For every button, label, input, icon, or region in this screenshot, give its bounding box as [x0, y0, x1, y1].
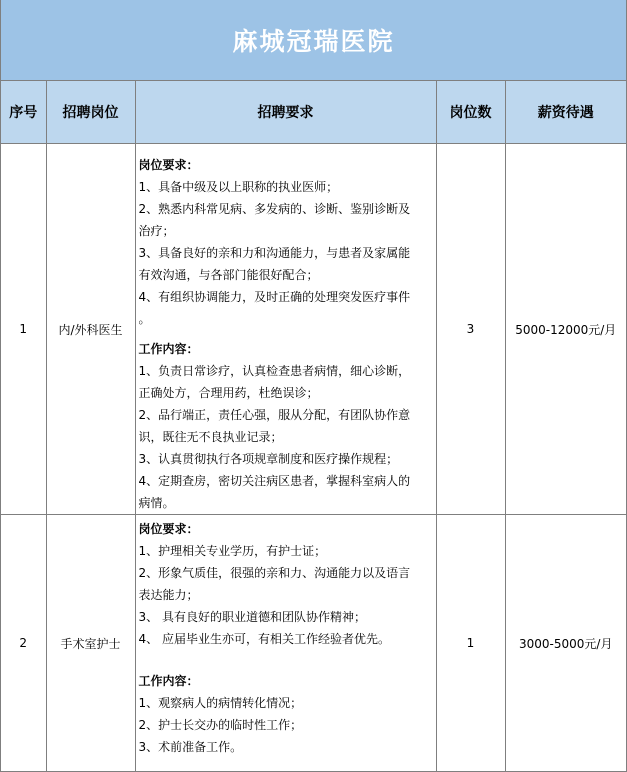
- work-section-title: 工作内容：: [138, 342, 199, 356]
- work-line: 2、品行端正，责任心强，服从分配，有团队协作意: [138, 408, 411, 422]
- work-line: 4、定期查房，密切关注病区患者，掌握科室病人的: [138, 474, 411, 488]
- table-row: [1, 144, 626, 515]
- req-line: 1、具备中级及以上职称的执业医师；: [138, 180, 339, 194]
- work-line: 2、护士长交办的临时性工作；: [138, 718, 303, 732]
- req-section-title: 岗位要求：: [138, 158, 199, 172]
- work-section-title: 工作内容：: [138, 674, 199, 688]
- page-title: 麻城冠瑞医院: [232, 27, 395, 56]
- req-line: 。: [138, 312, 151, 326]
- header-row: [1, 81, 626, 144]
- cell-position: 内/外科医生: [46, 144, 135, 515]
- req-line: 有效沟通，与各部门能很好配合；: [138, 268, 319, 282]
- header-salary: 薪资待遇: [505, 81, 626, 144]
- req-line: 4、有组织协调能力，及时正确的处理突发医疗事件: [138, 290, 411, 304]
- req-line: 治疗；: [138, 224, 175, 238]
- cell-position: 手术室护士: [46, 515, 135, 772]
- work-line: 3、术前准备工作。: [138, 740, 243, 754]
- work-line: 识，既往无不良执业记录；: [138, 430, 283, 444]
- work-line: 病情。: [138, 496, 175, 510]
- header-seq: 序号: [1, 81, 46, 144]
- req-line: 1、护理相关专业学历，有护士证；: [138, 544, 327, 558]
- req-line: 表达能力；: [138, 588, 199, 602]
- work-line: 3、认真贯彻执行各项规章制度和医疗操作规程；: [138, 452, 399, 466]
- cell-requirements: [135, 515, 436, 772]
- cell-count: 1: [436, 515, 505, 772]
- work-line: 1、负责日常诊疗，认真检查患者病情，细心诊断，: [138, 364, 411, 378]
- req-section-title: 岗位要求：: [138, 522, 199, 536]
- req-line: 3、具备良好的亲和力和沟通能力，与患者及家属能: [138, 246, 411, 260]
- cell-count: 3: [436, 144, 505, 515]
- cell-salary: 5000-12000元/月: [505, 144, 626, 515]
- table-row: [1, 515, 626, 772]
- cell-requirements: [135, 144, 436, 515]
- title-banner: [1, 0, 626, 81]
- cell-salary: 3000-5000元/月: [505, 515, 626, 772]
- recruitment-table: [1, 81, 626, 772]
- header-count: 岗位数: [436, 81, 505, 144]
- work-line: 正确处方，合理用药，杜绝误诊；: [138, 386, 319, 400]
- req-line: 3、 具有良好的职业道德和团队协作精神；: [138, 610, 366, 624]
- header-requirements: 招聘要求: [135, 81, 436, 144]
- header-position: 招聘岗位: [46, 81, 135, 144]
- req-line: 2、熟悉内科常见病、多发病的、诊断、鉴别诊断及: [138, 202, 411, 216]
- req-line: 2、形象气质佳，很强的亲和力、沟通能力以及语言: [138, 566, 411, 580]
- cell-seq: 2: [1, 515, 46, 772]
- req-line: 4、 应届毕业生亦可，有相关工作经验者优先。: [138, 632, 390, 646]
- work-line: 1、观察病人的病情转化情况；: [138, 696, 303, 710]
- cell-seq: 1: [1, 144, 46, 515]
